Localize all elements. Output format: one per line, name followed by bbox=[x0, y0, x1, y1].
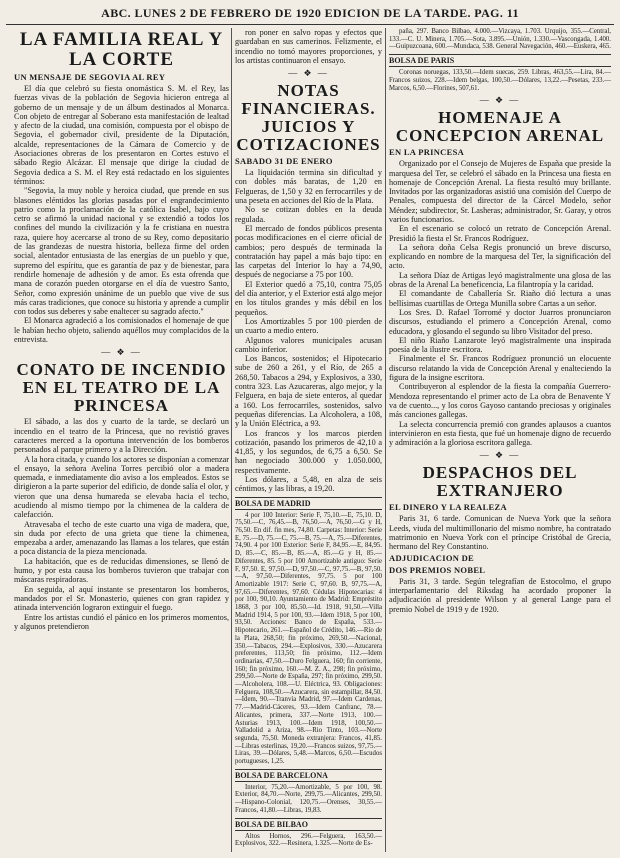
article-paragraph: Organizado por el Consejo de Mujeres de España que preside la marquesa del Ter, se celebró el sábado en la Princesa una fiesta en homenaje de Concepción Arenal. La fiesta resultó muy brillante. Invitados por las organizadoras asistió una comisión del Cuerpo de Penales, compuesta del director de la Cárcel Modelo, señor Méndez; subdirector, Sr. Lasheras; administrador, Sr. Garay, y otros varios funcionarios. bbox=[389, 159, 611, 224]
quotes-text: paña, 297. Banco Bilbao, 4.000.—Vizcaya, 1.703. Urquijo, 355.—Central, 133.—C. U. Minera, 1.705.—Sota, 3.895.—Unión, 1.330.—Vascongada, 1.400.—Guipuzcoana, 600.—Mundaca, 538. General Navegación, 460.—Euskera, 465. bbox=[389, 28, 611, 51]
article-paragraph: El comandante de Caballería Sr. Riaño dió lectura a unas bellísimas cuartillas de Ortega Munilla sobre Cartas a un señor. bbox=[389, 289, 611, 308]
article-paragraph: ron poner en salvo ropas y efectos que guardaban en sus camerinos. Felizmente, el incendio no tomó mayores proporciones, y los artistas continuaron el ensayo. bbox=[235, 28, 382, 65]
section-bolsa-paris: BOLSA DE PARIS bbox=[389, 54, 611, 67]
article-paragraph: Paris 31, 3 tarde. Según telegrafían de Estocolmo, el grupo interparlamentario del Riksdag ha acordado proponer la adjudicación al presidente Wilson y al general Lange para el premio Nobel de 1919 y de 1920. bbox=[389, 576, 611, 614]
ornament-divider: — ❖ — bbox=[288, 68, 329, 79]
headline-familia-real: LA FAMILIA REAL Y LA CORTE bbox=[19, 29, 224, 70]
quotes-barcelona bbox=[235, 784, 382, 815]
article-paragraph: La habitación, que es de reducidas dimensiones, se llenó de humo, y por esta causa los bomberos tuvieron que trabajar con máscaras respiradoras. bbox=[14, 556, 229, 585]
subhead-mensaje-segovia: UN MENSAJE DE SEGOVIA AL REY bbox=[14, 72, 166, 82]
ornament-divider: — ❖ — bbox=[101, 347, 142, 358]
quotes-text: Altos Hornos, 296.—Felguera, 163,50.—Explosivos, 322.—Resinera, 1.325.—Norte de Es- bbox=[235, 832, 382, 848]
subhead-dinero-realeza: EL DINERO Y LA REALEZA bbox=[389, 502, 507, 513]
headline-incendio: CONATO DE INCENDIO EN EL TEATRO DE LA PRINCESA bbox=[16, 360, 227, 416]
masthead-rule bbox=[6, 24, 614, 25]
section-bolsa-barcelona: BOLSA DE BARCELONA bbox=[235, 769, 382, 782]
article-paragraph: La señora doña Celsa Regis pronunció un breve discurso, explicando en nombre de la marquesa del Ter, la significación del acto. bbox=[389, 242, 611, 271]
article-paragraph: La liquidación termina sin dificultad y con dobles más baratas, de 1,20 en Felgueras, de 1,50 y 32 en ferrocarriles y de una peseta en acciones del Río de la Plata. bbox=[235, 168, 382, 206]
article-paragraph: La señora Díaz de Artigas leyó magistralmente una glosa de las obras de la Arenal La beneficencia, La filantropía y la caridad. bbox=[389, 270, 611, 290]
subhead-adjudicacion: ADJUDICACION DE bbox=[389, 552, 475, 563]
section-bolsa-bilbao: BOLSA DE BILBAO bbox=[235, 818, 382, 831]
quotes-text: Interior, 75,20.—Amortizable, 5 por 100, 98. Exterior, 84,70.—Norte, 299,75.—Alicantes, 299,50.—Hispano-Colonial, 120,75.—Orenses, 30,55.—Francos, 41,80.—Libras, 19,83. bbox=[235, 783, 382, 814]
column-3 bbox=[389, 28, 611, 854]
headline-homenaje-arenal: HOMENAJE A CONCEPCION ARENAL bbox=[395, 108, 605, 146]
article-paragraph: Algunos valores municipales acusan cambio inferior. bbox=[235, 335, 382, 354]
article-paragraph: La selecta concurrencia premió con grandes aplausos a cuantos intervinieron en esta fiesta, que fué un homenaje digno de recuerdo y admiración a la gloriosa escritora gallega. bbox=[389, 419, 611, 448]
article-paragraph: En el escenario se colocó un retrato de Concepción Arenal. Presidió la fiesta el Sr. Francos Rodríguez. bbox=[389, 224, 611, 243]
column-divider bbox=[385, 28, 386, 852]
quotes-text: Coronas noruegas, 133,50.—Idem suecas, 259. Libras, 463,55.—Lira, 84.—Francos suizos, 228.—Idem belgas, 100,50.—Dólares, 13,22.—Pesetas, 233.—Marcos, 6,50.—Florines, 507,61. bbox=[389, 69, 611, 92]
quotes-bilbao bbox=[235, 833, 382, 848]
article-paragraph: Contribuyeron al esplendor de la fiesta la compañía Guerrero-Mendoza representando el primer acto de La obra de Benavente Y va de cuento..., y los coros Gayoso cantando preciosas y originales más canciones gallegas. bbox=[389, 382, 611, 420]
ornament-divider: — ❖ — bbox=[479, 95, 521, 106]
quotes-bilbao-cont bbox=[389, 28, 611, 51]
headline-notas-financieras: NOTAS FINANCIERAS. JUICIOS Y COTIZACIONES bbox=[236, 81, 381, 155]
article-paragraph: Los Sres. D. Rafael Torromé y doctor Juarros pronunciaron discursos, estudiando el primero a Concepción Arenal, como educadora, y glosando el segundo su libro Visitador del preso. bbox=[389, 307, 611, 336]
article-paragraph: Entre los artistas cundió el pánico en los primeros momentos, y algunos pretendieron bbox=[14, 612, 229, 631]
ornament-divider: — ❖ — bbox=[479, 450, 521, 461]
article-paragraph: Los Amortizables 5 por 100 pierden de un cuarto a medio entero. bbox=[235, 316, 382, 336]
article-paragraph: El sábado, a las dos y cuarto de la tarde, se declaró un incendio en el teatro de la Princesa, que no revistió graves caracteres merced a la oportuna intervención de los bomberos personados al parque primero y a la Dirección. bbox=[14, 417, 229, 455]
column-1 bbox=[14, 28, 229, 854]
article-paragraph: El Monarca agradeció a los comisionados el homenaje de que le habían hecho objeto, saliendo aquéllos muy complacidos de la entrevista. bbox=[14, 316, 229, 345]
article-paragraph: A la hora citada, y cuando los actores se disponían a comenzar el ensayo, la señora Avelina Torres percibió olor a madera quemada, e inmediatamente dio aviso a los empleados. Estos se dirigieron a la parte superior del edificio, de donde salía el olor, y vieron que una densa humareda se elevaba hacia el techo, acudiendo al mismo tiempo por la chimenea de la caldera de calefacción. bbox=[14, 454, 229, 520]
article-paragraph: El día que celebró su fiesta onomástica S. M. el Rey, las fuerzas vivas de la población de Segovia hicieron entrega al goberno de un mensaje y de un álbum destinados al Monarca. Con objeto de entregar al Soberano esta manifestación de lealtad y afecto de la ciudad, una comisión, compuesta por el obispo de Segovia, el gobernador civil, presidente de la Diputación, alcalde, representaciones de la Cámara de Comercio y de Asociaciones obreras de los presentaron en Cortes estuvo el sábado Regio Alcázar. El mensaje que dirige la ciudad de Segovia dedica a S. M. el Rey está redactado en los siguientes términos: bbox=[14, 84, 229, 186]
article-paragraph: El Exterior quedó a 75,10, contra 75,05 del día anterior, y el Exterior está algo mejor en los títulos grandes y más débil en los pequeños. bbox=[235, 279, 382, 317]
article-paragraph: El mercado de fondos públicos presenta pocas modificaciones en el cierre oficial de cambios; pero después de terminada la contratación hay papel a más bajo tipo: en las carpetas del Interior lo hay a 74,90, después de negociarse a 75 por 100. bbox=[235, 223, 382, 280]
subhead-en-la-princesa: EN LA PRINCESA bbox=[389, 147, 465, 158]
article-paragraph: Los francos y los marcos pierden cotización, pasando los primeros de 42,10 a 41,85, y los segundos, de 6,75 a 6,50. Se han negociado 300.000 y 1.050.000, respectivamente. bbox=[235, 428, 382, 475]
subhead-premios-nobel: DOS PREMIOS NOBEL bbox=[389, 564, 486, 575]
masthead: ABC. LUNES 2 DE FEBRERO DE 1920 EDICION DE LA TARDE. PAG. 11 bbox=[101, 5, 519, 20]
column-2 bbox=[235, 28, 382, 854]
article-paragraph: "Segovia, la muy noble y heroica ciudad, que prende en sus blasones eléntidos las glorias pasadas por el engrandecimiento patrio como la proclamación de la católica Isabel, bajo cuyo cetro se afirmó la unidad nacional y se extendió a todos los confines del mundo la civilización y la fe cristiana en nuestra raza, quiere hoy acercarse al trono de su Rey, como depositario de las grandezas de nuestra historia, belleza firme del orden social, alentador entusiasta de las energías de un pueblo y que, supremo del espíritu, que es garantía de paz y de bienestar, para rendirle homenaje de adhesión y de amor. Es esta ofrenda que mana de corazón pueden otorgarse en el día de vuestro Santo, Señor, como expresión unánime de un pueblo que vive de sus más caras tradiciones, que conoce su historia y aprende a cumplir con todos sus deberes y sabe enaltecer su sagrado afecto." bbox=[14, 186, 229, 317]
headline-despachos: DESPACHOS DEL EXTRANJERO bbox=[422, 463, 578, 501]
quotes-text: 4 por 100 Interior: Serie F, 75,10.—E, 75,10. D, 75,50.—C, 76,45.—B, 76,50.—A, 76,50.—G y H, 76,50. En dif. fin mes, 74,80. Carpetas: Interior: Serie E, 75.—D, 75.—C, 75.—B, 75.—A, 75.—Diferentes, 74,90. 4 por 100 Exterior: Serie F, 84,95.—E, 84,95. D, 85.—C, 85.—B, 85.—A, 85.—G y H, 85.—Diferentes, 85. 5 por 100 Amortizable antiguo: Serie F, 97,50. E, 97,50.—D, 97,50.—C, 97,75.—B, 97,50.—A, 97,50.—Diferentes, 97,75. 5 por 100 Amortizable 1917: Serie C, 97,60. B, 97,75.—A, 97,65.—Diferentes, 97,60. Cédulas Hipotecarias: 4 por 100, 90,10. Ayuntamiento de Madrid: Empréstito 1868, 3 por 100, 85,50.—Id. 1918, 91,50.—Villa Madrid 1914, 5 por 100, 93.—Idem 1918, 5 por 100, 93,50. Acciones: Banco de España, 533.—Hipotecario, 261.—Español de Crédito, 146.—Río de la Plata, 268,50; fin próximo, 269,50.—Nacional, 350.—Tabacos, 294.—Explosivos, 330.—Azucarera preferentes, 113,50; fin próximo, 112.—Idem ordinarias, 47,50.—Duro Felguera, 160; fin corriente, 160; fin próximo, 160.—M. Z. A., 298; fin próximo, 299,50.—Norte de España, 297; fin próximo, 299,50.—Alcoholera, 108.—U. Eléctrica, 93. Obligaciones: Felguera, 108,50.—Azucarera, sin estampillar, 84,50.—Idem, 90.—Tranvía Madrid, 97.—Idem Cardenas, 77.—Madrid-Cáceres, 93.—Idem Canfranc, 78.—Alicantes, primera, 337.—Norte 1913, 100.—Asturias 1913, 100.—Idem 1918, 100,50.—Valladolid a Ariza, 98.—Rio Tinto, 103.—Norte segunda, 75,50. Moneda extranjera: Francos, 41,85.—Libras esterlinas, 19,20.—Francos suizos, 97,75.—Liras, 39.—Dólares, 5,48.—Marcos, 6,50.—Escudos portugueses, 1,25. bbox=[235, 511, 382, 766]
quotes-madrid bbox=[235, 512, 382, 766]
article-paragraph: Los Bancos, sostenidos; el Hipotecario sube de 260 a 261, y el Río, de 265 a 268,50. Tabacos a 294, y Explosivos, a 330, contra 323. Las Azucareras, algo mejor, y la Felguera, en baja de siete enteros, al quedar a 160. Los ferrocarriles, sostenidos, salvo pequeñas diferencias. La Alcoholera, a 108, y la Unión Eléctrica, a 93. bbox=[235, 354, 382, 429]
article-paragraph: No se cotizan dobles en la deuda regulada. bbox=[235, 205, 382, 224]
article-paragraph: Atravesaba el techo de este cuarto una viga de madera, que, sin duda por efecto de una grieta que tiene la chimenea, empezaba a arder, amenazando las llamas a los telares, que están a poca distancia de la pieza mencionada. bbox=[14, 519, 229, 557]
article-paragraph: Finalmente el Sr. Francos Rodríguez pronunció un elocuente discurso relatando la vida de Concepción Arenal y enalteciendo la figura de la insigne escritora. bbox=[389, 354, 611, 383]
quotes-paris bbox=[389, 69, 611, 92]
article-paragraph: El niño Riaño Lanzarote leyó magistralmente una inspirada poesía de la ilustre escritora. bbox=[389, 335, 611, 355]
article-paragraph: Paris 31, 6 tarde. Comunican de Nueva York que la señora Leeds, viuda del multimillonario del mismo nombre, ha contratado matrimonio en Nueva York con el príncipe Cristóbal de Grecia, hermano del Rey Constantino. bbox=[389, 514, 611, 552]
article-paragraph: Los dólares, a 5,48, en alza de seis céntimos, y las libras, a 19,20. bbox=[235, 474, 382, 494]
dateline: SABADO 31 DE ENERO bbox=[235, 156, 333, 167]
section-bolsa-madrid: BOLSA DE MADRID bbox=[235, 497, 382, 510]
article-paragraph: En seguida, al aquí instante se presentaron los bomberos, mandados por el Sr. Monasterio, quienes con gran rapidez y atinada intervención lograron extinguir el fuego. bbox=[14, 584, 229, 613]
column-divider bbox=[231, 28, 232, 852]
